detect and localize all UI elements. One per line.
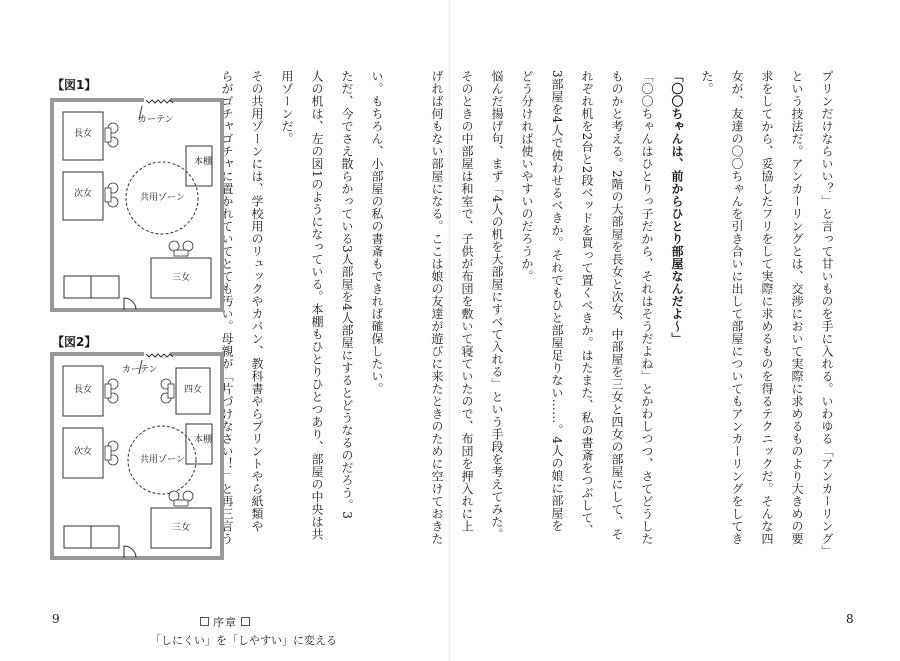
text-line: という技法だ。アンカーリングとは、交渉において実際に求めるものより大きめの要 (790, 70, 804, 545)
page-number: 8 (846, 612, 854, 626)
text-line: どう分ければ使いやすいのだろうか。 (520, 70, 534, 283)
desk-label: 次女 (74, 447, 93, 457)
text-line: 「〇〇ちゃんはひとりっ子だから、それはそうだよね」とかわしつつ、さてどうした (640, 70, 654, 545)
figure-1-label: 【図1】 (52, 78, 97, 92)
text-line: その共用ゾーンには、学校用のリュックやカバン、教科書やらプリントやら紙類や (250, 70, 264, 533)
shelf-label: 本棚 (194, 435, 213, 445)
curtain-label: カーテン (122, 365, 158, 375)
book-title: 「しにくい」を「しやすい」に変える (150, 634, 337, 647)
running-footer (150, 611, 337, 648)
text-line: プリンだけならいい？」と言って甘いものを手に入れる。いわゆる「アンカーリング」 (820, 70, 834, 558)
figure-1-floorplan (50, 98, 230, 318)
text-line: ものかと考える。2階の大部屋を長女と次女、中部屋を三女と四女の部屋にして、そ (610, 70, 624, 541)
text-line: 女が、友達の〇〇ちゃんを引き合いに出して部屋についてもアンカーリングをしてき (730, 70, 744, 545)
text-line: げれば何もない部屋になる。ここは娘の友達が遊びに来たときのために空けておきた (430, 70, 444, 545)
desk-label: 三女 (172, 523, 191, 533)
text-line: れぞれ机を2台と2段ベッドを買って置くべきか。はたまた、私の書斎をつぶして、 (580, 70, 594, 537)
shelf-label: 本棚 (194, 157, 213, 167)
desk-label: 四女 (184, 385, 203, 395)
text-line: 悩んだ揚げ句、まず「4人の机を大部屋にすべて入れる」という手段を考えてみた。 (490, 70, 504, 541)
text-line: らがゴチャゴチャに置かれていてとても汚い。母親が「片づけなさい！」と再三言う (220, 70, 234, 545)
desk-label: 長女 (74, 385, 93, 395)
text-line: た。 (700, 70, 714, 95)
curtain-label: カーテン (138, 115, 174, 125)
text-line: そのときの中部屋は和室で、子供が布団を敷いて寝ていたので、布団を押入れに上 (460, 70, 474, 533)
desk-label: 次女 (74, 189, 93, 199)
text-line: 求をしてから、妥協したフリをして実際に求めるものを得るテクニックだ。そんな四 (760, 70, 774, 545)
shared-zone-label: 共用ゾーン (140, 193, 185, 203)
ornament-icon (241, 617, 250, 626)
shared-zone-label: 共用ゾーン (140, 455, 185, 465)
text-line: 3部屋を4人で使わせるべきか。それでもひと部屋足りない……。4人の娘に部屋を (550, 70, 564, 532)
page-number: 9 (52, 612, 60, 626)
text-line: 用ゾーンだ。 (280, 70, 294, 145)
ornament-icon (200, 617, 209, 626)
chapter-label: 序章 (213, 615, 237, 629)
desk-label: 長女 (74, 129, 93, 139)
footer-chapter (200, 614, 250, 630)
figure-2-floorplan (50, 352, 230, 572)
text-line: ただ、今でさえ散らかっている3人部屋を4人部屋にするとどうなるのだろう。3 (340, 70, 354, 520)
text-line: い。もちろん、小部屋の私の書斎もできれば確保したい。 (370, 70, 384, 395)
desk-label: 三女 (172, 273, 191, 283)
emphasis-line: 「〇〇ちゃんは、前からひとり部屋なんだよ～」 (670, 70, 684, 345)
figure-2-label: 【図2】 (52, 335, 97, 349)
text-line: 人の机は、左の図1のようになっている。本棚もひとりひとつあり、部屋の中央は共 (310, 70, 324, 541)
